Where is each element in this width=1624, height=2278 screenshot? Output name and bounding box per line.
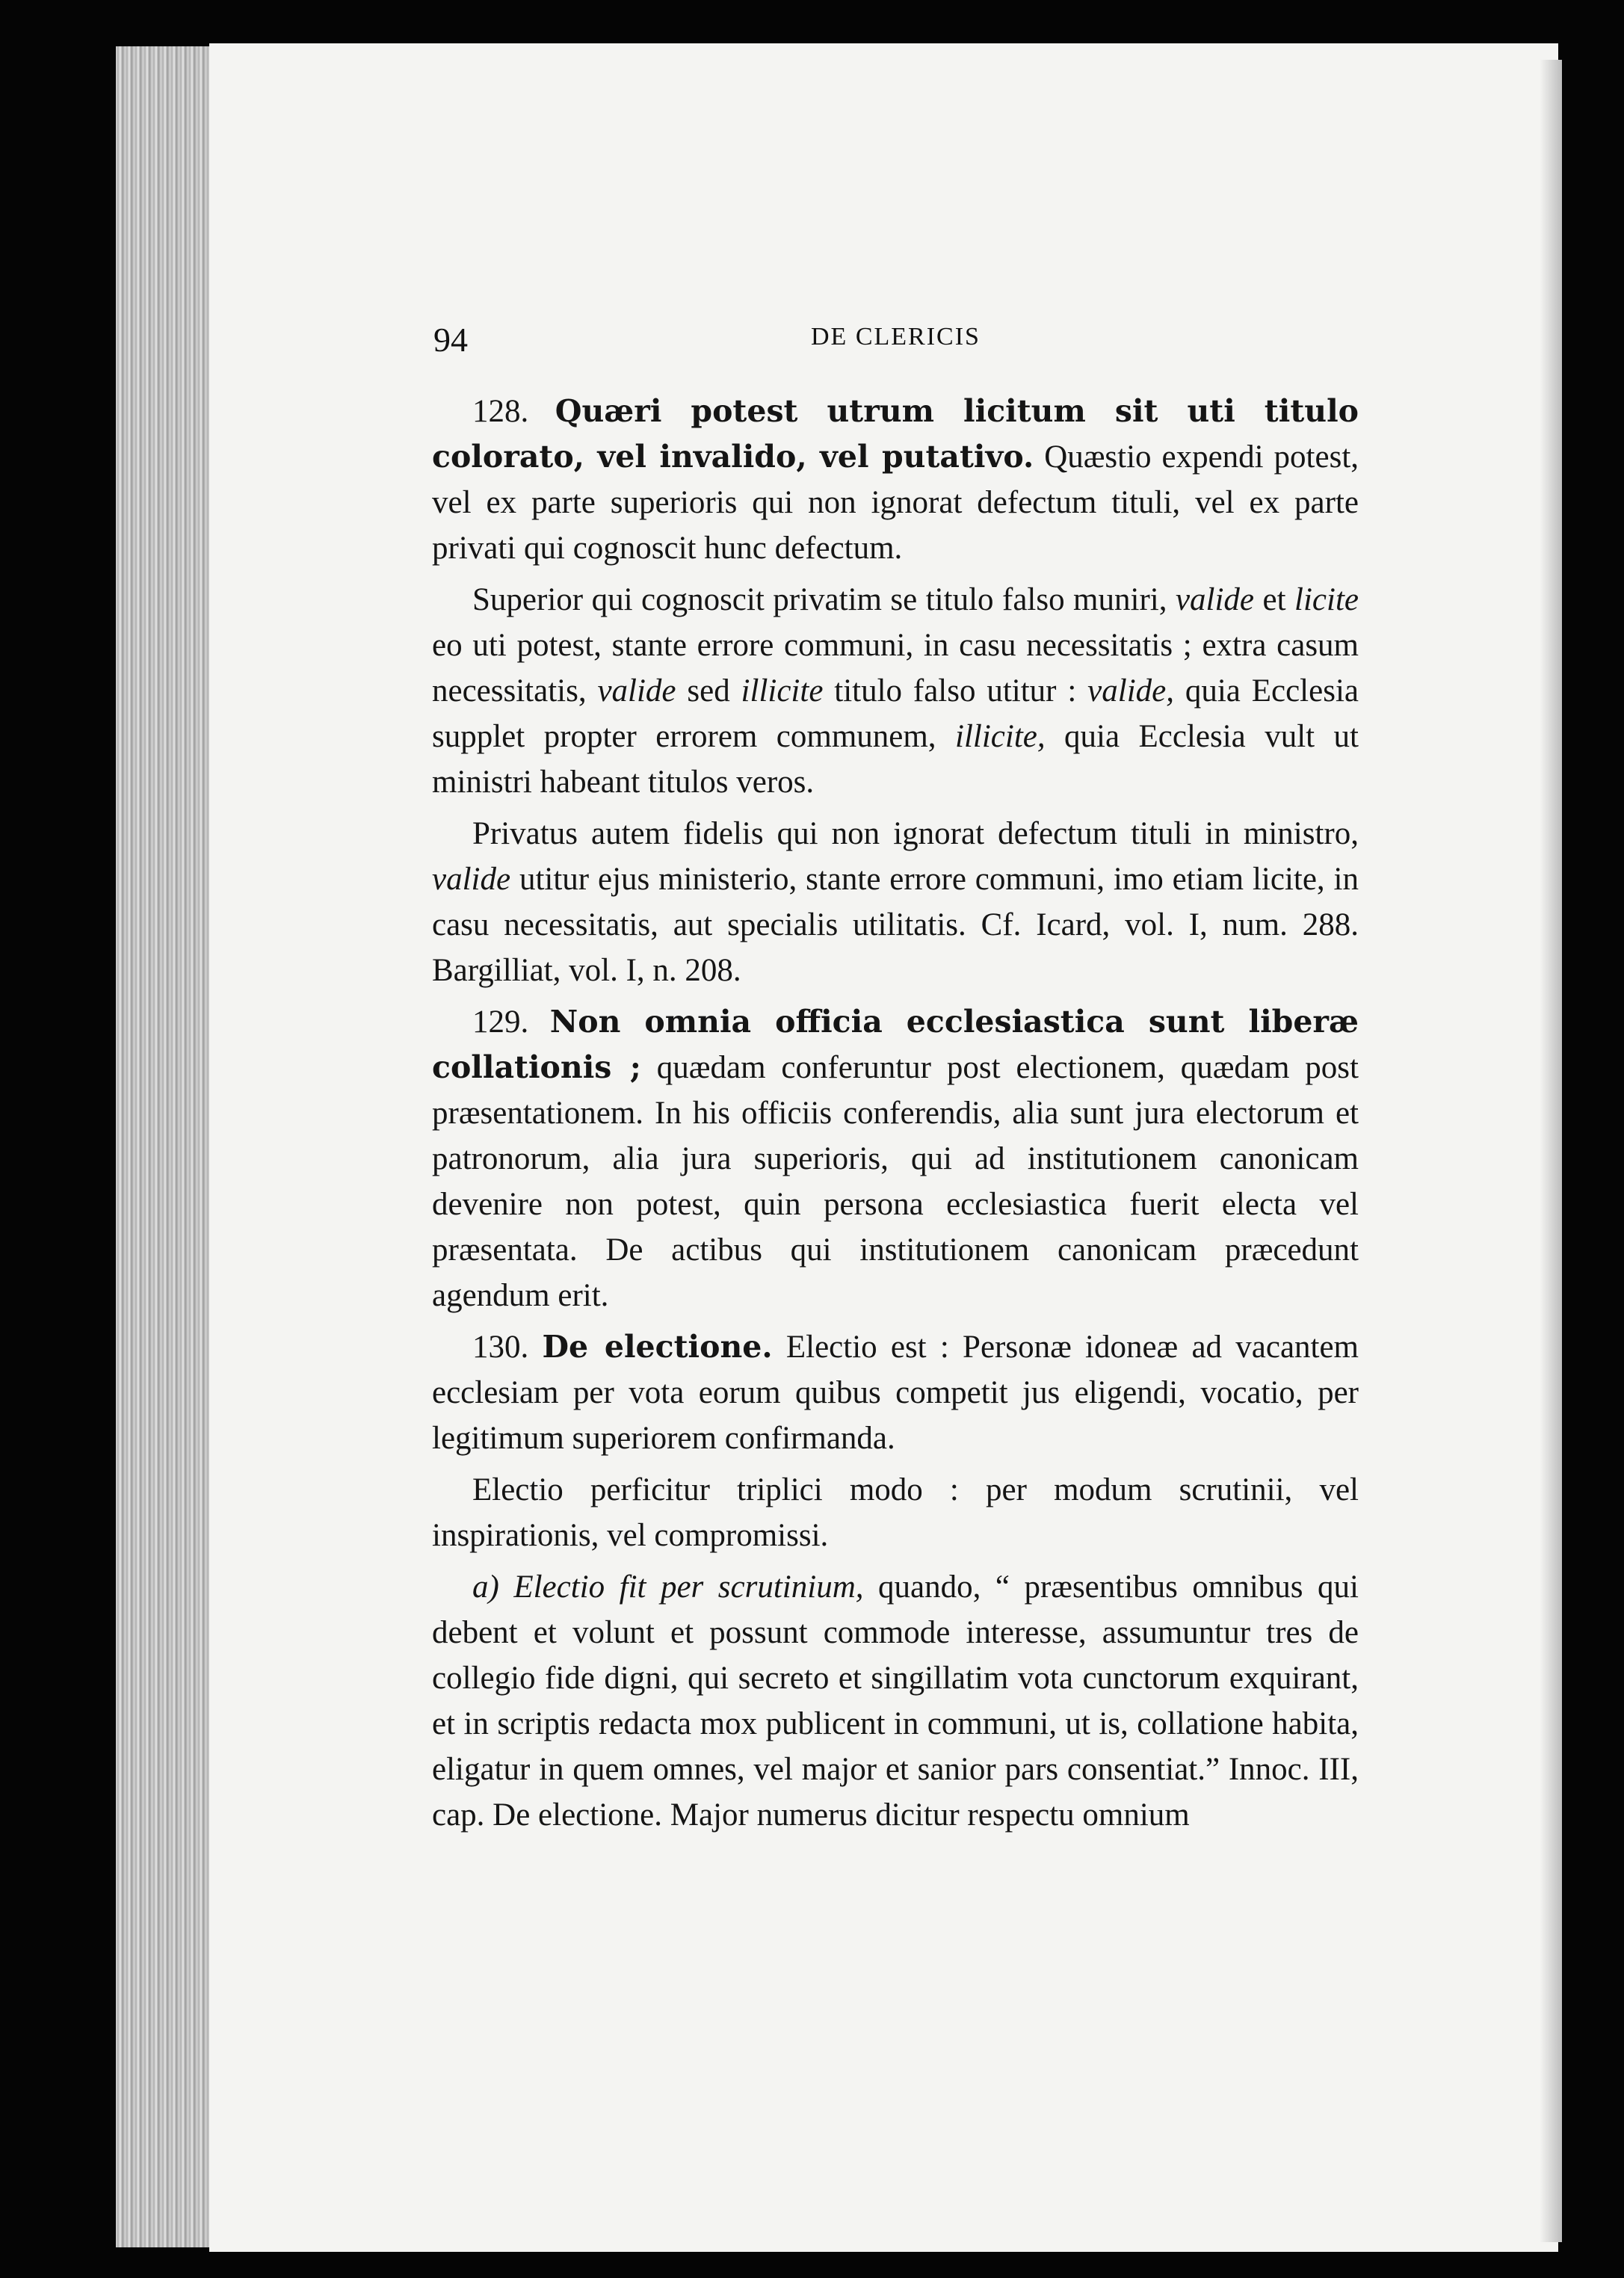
paragraph-text: Quæstio expendi potest, vel ex parte superioris qui non ignorat defectum tituli, vel ex parte privati qui cognoscit hunc defectum. [432, 439, 1359, 566]
paragraph-privatus [432, 811, 1359, 993]
section-number: 128. [472, 394, 529, 429]
italic-run: illicite [741, 673, 824, 709]
italic-run: valide [1175, 582, 1255, 617]
paragraph-129 [432, 999, 1359, 1318]
page-shadow [1540, 60, 1562, 2242]
text-run: quando, “ præsentibus omnibus qui debent et volunt et possunt commode interesse, assumuntur tres de collegio fide digni, qui secreto et singillatim vota cunctorum exquirant, et in scriptis redacta mox publicent in communi, ut is, collatione habita, eligatur in quem omnes, vel major et sanior pars consentiat.” Innoc. III, cap. De electione. Major numerus dicitur respectu omnium [432, 1569, 1359, 1833]
paragraph-text: Electio est : Personæ idoneæ ad vacantem ecclesiam per vota eorum quibus competit jus eligendi, vocatio, per legitimum superiorem confirmanda. [432, 1330, 1359, 1456]
text-run: titulo falso utitur : [823, 673, 1088, 709]
italic-run: valide, [1087, 673, 1174, 709]
page-edge [116, 46, 213, 2247]
text-run: sed [676, 673, 741, 709]
text-run: quia Ecclesia vult ut ministri habeant titulos veros. [432, 719, 1359, 800]
italic-run: valide [597, 673, 676, 709]
paragraph-130 [432, 1324, 1359, 1461]
paragraph-128 [432, 389, 1359, 571]
page-number: 94 [433, 321, 468, 359]
text-run: et [1254, 582, 1295, 617]
paragraph-text: quædam conferuntur post electionem, quædam post præsentationem. In his officiis conferendis, alia sunt jura electorum et patronorum, alia jura superioris, qui ad institutionem canonicam devenire non potest, quin persona ecclesiastica fuerit electa vel præsentata. De actibus qui institutionem canonicam præcedunt agendum erit. [432, 1050, 1359, 1313]
section-heading: Quæri potest utrum licitum sit uti titulo colorato, vel invalido, vel putativo. [432, 393, 1359, 475]
section-number: 129. [472, 1004, 529, 1040]
section-heading: Non omnia officia ecclesiastica sunt liberæ collationis ; [432, 1004, 1359, 1085]
text-run: utitur ejus ministerio, stante errore communi, imo etiam licite, in casu necessitatis, aut specialis utilitatis. Cf. Icard, vol. I, num. 288. Bargilliat, vol. I, n. 208. [432, 862, 1359, 988]
section-heading: De electione. [542, 1329, 773, 1365]
italic-run: a) Electio fit per scrutinium, [472, 1569, 864, 1605]
italic-run: valide [432, 862, 511, 897]
text-run: eo uti potest, stante errore communi, in casu necessitatis ; extra casum necessitatis, [432, 628, 1359, 709]
text-run: Privatus autem fidelis qui non ignorat defectum tituli in ministro, [472, 816, 1359, 851]
section-number: 130. [472, 1330, 529, 1365]
paragraph-superior [432, 577, 1359, 805]
running-head [433, 320, 1368, 357]
paragraph-scrutinium [432, 1564, 1359, 1838]
italic-run: illicite, [955, 719, 1046, 754]
text-run: Superior qui cognoscit privatim se titulo falso muniri, [472, 582, 1176, 617]
paragraph-electio [432, 1467, 1359, 1558]
paragraph-text: Electio perficitur triplici modo : per modum scrutinii, vel inspirationis, vel compromissi. [432, 1472, 1359, 1553]
italic-run: licite [1294, 582, 1359, 617]
body-text [432, 389, 1359, 1844]
running-title: DE CLERICIS [811, 323, 981, 351]
text-run: quia Ecclesia supplet propter errorem communem, [432, 673, 1359, 754]
